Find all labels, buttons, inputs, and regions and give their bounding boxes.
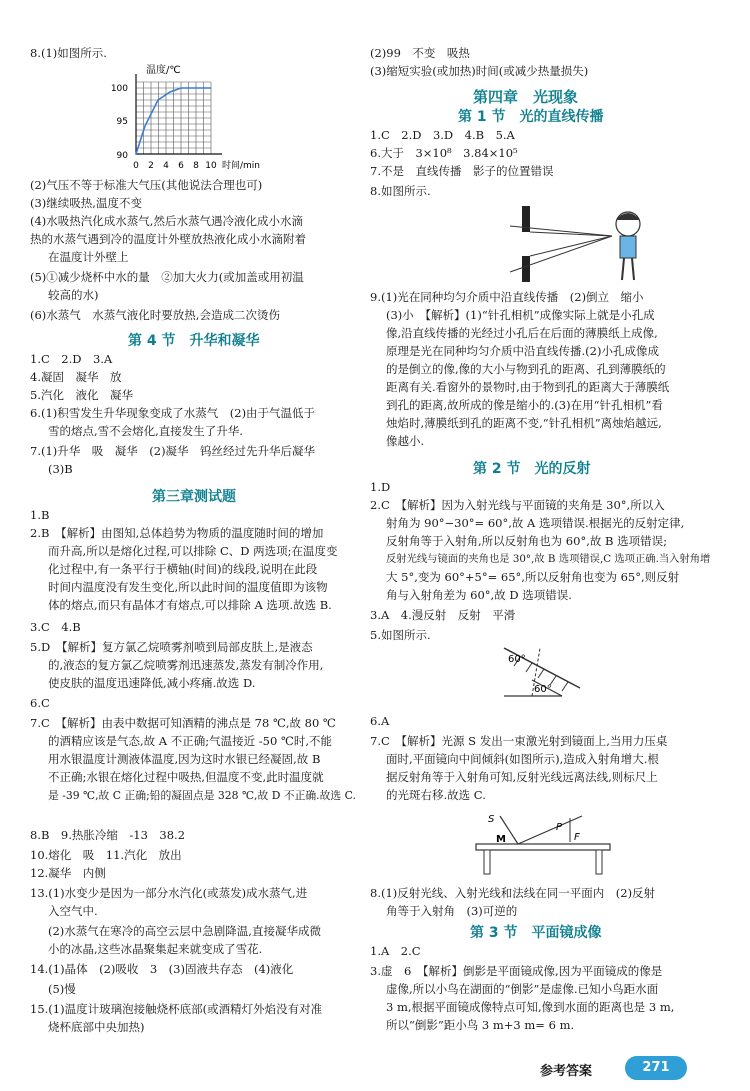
- temperature-time-chart: [110, 62, 310, 174]
- sec2-line: 反射光线与镜面的夹角也是 30°,故 B 选项错误,C 选项正确.当入射角增: [386, 553, 711, 565]
- sec3-line: 1.A 2.C: [370, 944, 421, 958]
- q8-line: 较高的水): [48, 288, 99, 302]
- label-f: F: [574, 832, 580, 843]
- xtick-4: 4: [163, 161, 169, 171]
- section-1-title: 第 1 节 光的直线传播: [458, 109, 604, 125]
- q8-head: 8.(1)如图所示.: [30, 46, 107, 60]
- sec2-line: 8.(1)反射光线、入射光线和法线在同一平面内 (2)反射: [370, 886, 656, 900]
- section-4-title: 第 4 节 升华和凝华: [128, 333, 260, 349]
- sec3-line: 3 m,根据平面镜成像特点可知,像到水面的距离也是 3 m,: [386, 1000, 675, 1014]
- ch3-line: 1.B: [30, 508, 50, 522]
- ch3-line: 化过程中,有一条平行于横轴(时间)的线段,说明在此段: [48, 562, 318, 576]
- sec1-line: 像越小.: [386, 434, 425, 448]
- ch3-line: 烧杯底部中央加热): [48, 1020, 145, 1034]
- ch3-line: 时间内温度没有发生变化,所以此时间的温度值即为该物: [48, 580, 328, 594]
- section-3-title: 第 3 节 平面镜成像: [470, 925, 602, 941]
- reflection-diagram: [490, 640, 590, 710]
- xtick-8: 8: [193, 161, 199, 171]
- xtick-0: 0: [133, 161, 139, 171]
- ch3-line: 而升高,所以是熔化过程,可以排除 C、D 两选项;在温度变: [48, 544, 338, 558]
- label-p: P: [556, 822, 563, 833]
- ch3-line: 6.C: [30, 696, 50, 710]
- sec1-line: 8.如图所示.: [370, 184, 431, 198]
- sec2-line: 的光斑右移.故选 C.: [386, 788, 486, 802]
- ch3-line: 13.(1)水变少是因为一部分水汽化(或蒸发)成水蒸气,进: [30, 886, 308, 900]
- ch3-line: 14.(1)晶体 (2)吸收 3 (3)固液共存态 (4)液化: [30, 962, 294, 976]
- chapter-4-title: 第四章 光现象: [473, 88, 579, 106]
- xtick-10: 10: [205, 161, 217, 171]
- label-s: S: [488, 814, 495, 825]
- section-2-title: 第 2 节 光的反射: [473, 461, 591, 477]
- sec4-line: 5.汽化 液化 凝华: [30, 388, 133, 402]
- sec1-line: 9.(1)光在同种均匀介质中沿直线传播 (2)倒立 缩小: [370, 290, 644, 304]
- sec1-line: 烛焰时,薄膜纸到孔的距离不变,“针孔相机”离烛焰越远,: [386, 416, 662, 430]
- ch3-line: 12.凝华 内侧: [30, 866, 106, 880]
- ch3-line: 不正确;水银在熔化过程中吸热,但温度不变,此时温度就: [48, 770, 324, 784]
- label-m: M: [496, 834, 506, 845]
- sec1-line: 的是倒立的像,像的大小与物到孔的距离、孔到薄膜纸的: [386, 362, 666, 376]
- sec4-line: 7.(1)升华 吸 凝华 (2)凝华 钨丝经过先升华后凝华: [30, 444, 316, 458]
- angle-label-top: 60°: [508, 654, 526, 665]
- chapter-3-test-title: 第三章测试题: [152, 489, 236, 505]
- sec4-line: 6.(1)积雪发生升华现象变成了水蒸气 (2)由于气温低于: [30, 406, 316, 420]
- sec2-line: 据反射角等于入射角可知,反射光线远离法线,则标尺上: [386, 770, 658, 784]
- chart-xlabel: 时间/min: [222, 161, 261, 171]
- sec3-line: 3.虚 6 【解析】倒影是平面镜成像,因为平面镜成的像是: [370, 964, 663, 978]
- sec2-line: 3.A 4.漫反射 反射 平滑: [370, 608, 516, 622]
- ytick-95: 95: [116, 117, 128, 127]
- angle-label-bottom: 60°: [534, 684, 552, 695]
- sec1-line: 到孔的距离,故所成的像是缩小的.(3)在用“针孔相机”看: [386, 398, 663, 412]
- chart-ylabel: 温度/℃: [146, 65, 181, 76]
- sec2-line: 7.C 【解析】光源 S 发出一束激光射到镜面上,当用力压桌: [370, 734, 668, 748]
- sec2-line: 5.如图所示.: [370, 628, 431, 642]
- light-ray-mid-1: [530, 232, 612, 236]
- ytick-100: 100: [110, 84, 128, 94]
- sec4-line: 1.C 2.D 3.A: [30, 352, 113, 366]
- q8-line: (6)水蒸气 水蒸气液化时要放热,会造成二次烫伤: [30, 308, 280, 322]
- sec4-line: (3)B: [48, 462, 73, 476]
- top-line: (2)99 不变 吸热: [370, 46, 470, 60]
- q8-line: 在温度计外壁上: [48, 250, 129, 264]
- sec2-line: 大 5°,变为 60°+5°= 65°,所以反射角也变为 65°,则反射: [386, 570, 680, 584]
- page-number: 271: [625, 1056, 687, 1080]
- ch3-line: 的酒精应该是气态,故 A 不正确;气温接近 -50 ℃时,不能: [48, 734, 332, 748]
- ch3-line: 15.(1)温度计玻璃泡接触烧杯底部(或酒精灯外焰没有对准: [30, 1002, 323, 1016]
- ch3-line: 8.B 9.热胀冷缩 -13 38.2: [30, 828, 186, 842]
- ch3-line: (2)水蒸气在寒冷的高空云层中急剧降温,直接凝华成微: [48, 924, 321, 938]
- sec2-line: 射角为 90°−30°= 60°,故 A 选项错误.根据光的反射定律,: [386, 516, 685, 530]
- sec1-line: 7.不是 直线传播 影子的位置错误: [370, 164, 554, 178]
- ch3-line: (5)慢: [48, 982, 76, 996]
- shadow-diagram: [500, 196, 670, 288]
- ytick-90: 90: [116, 151, 128, 161]
- ch3-line: 是 -39 ℃,故 C 正确;铅的凝固点是 328 ℃,故 D 不正确.故选 C.: [48, 789, 356, 802]
- sec4-line: 4.凝固 凝华 放: [30, 370, 122, 384]
- ch3-line: 用水银温度计测液体温度,因为这时水银已经凝固,故 B: [48, 752, 321, 766]
- sec4-line: 雪的熔点,雪不会熔化,直接发生了升华.: [48, 424, 243, 438]
- sec1-line: 1.C 2.D 3.D 4.B 5.A: [370, 128, 515, 142]
- xtick-2: 2: [148, 161, 154, 171]
- reflected-laser: [518, 816, 582, 844]
- wall-opening: [522, 232, 530, 256]
- sec1-line: 6.大于 3×10⁸ 3.84×10⁵: [370, 146, 518, 160]
- q8-line: (3)继续吸热,温度不变: [30, 196, 142, 210]
- sec2-line: 1.D: [370, 480, 391, 494]
- ch3-line: 7.C 【解析】由表中数据可知酒精的沸点是 78 ℃,故 80 ℃: [30, 716, 336, 730]
- ch3-line: 入空气中.: [48, 904, 98, 918]
- sec2-line: 面时,平面镜向中间倾斜(如图所示),造成入射角增大.根: [386, 752, 659, 766]
- ch3-line: 小的冰晶,这些冰晶聚集起来就变成了雪花.: [48, 942, 263, 956]
- table-laser-diagram: [470, 808, 620, 876]
- q8-line: (4)水吸热汽化成水蒸气,然后水蒸气遇冷液化成小水滴: [30, 214, 303, 228]
- sec1-line: (3)小 【解析】(1)“针孔相机”成像实际上就是小孔成: [386, 308, 655, 322]
- top-line: (3)缩短实验(或加热)时间(或减少热量损失): [370, 64, 589, 78]
- sec3-line: 虚像,所以小鸟在湖面的“倒影”是虚像.已知小鸟距水面: [386, 982, 659, 996]
- sec2-line: 角与入射角差为 60°,故 D 选项错误.: [386, 588, 572, 602]
- sec2-line: 6.A: [370, 714, 390, 728]
- light-ray-mid-2: [530, 236, 612, 256]
- ch3-line: 使皮肤的温度迅速降低,减小疼痛.故选 D.: [48, 676, 256, 690]
- ch3-line: 的,液态的复方氯乙烷喷雾剂迅速蒸发,蒸发有制冷作用,: [48, 658, 324, 672]
- sec2-line: 角等于入射角 (3)可逆的: [386, 904, 518, 918]
- footer-label: 参考答案: [540, 1064, 593, 1079]
- ch3-line: 体的熔点,而只有晶体才有熔点,可以排除 A 选项.故选 B.: [48, 598, 332, 612]
- sec2-line: 2.C 【解析】因为入射光线与平面镜的夹角是 30°,所以入: [370, 498, 665, 512]
- sec1-line: 距离有关.看窗外的景物时,由于物到孔的距离大于薄膜纸: [386, 380, 670, 394]
- boy-figure: [616, 212, 640, 280]
- sec2-line: 反射角等于入射角,所以反射角也为 60°,故 B 选项错误;: [386, 534, 667, 548]
- sec1-line: 原理是光在同种均匀介质中沿直线传播.(2)小孔成像成: [386, 344, 659, 358]
- q8-line: (5)①减少烧杯中水的量 ②加大火力(或加盖或用初温: [30, 270, 304, 284]
- ch3-line: 3.C 4.B: [30, 620, 81, 634]
- table-leg-right: [596, 850, 602, 874]
- table-leg-left: [484, 850, 490, 874]
- q8-line: 热的水蒸气遇到冷的温度计外壁放热液化成小水滴附着: [30, 232, 306, 246]
- xtick-6: 6: [178, 161, 184, 171]
- ch3-line: 2.B 【解析】由图知,总体趋势为物质的温度随时间的增加: [30, 526, 324, 540]
- ch3-line: 10.熔化 吸 11.汽化 放出: [30, 848, 182, 862]
- sec3-line: 所以“倒影”距小鸟 3 m+3 m= 6 m.: [386, 1018, 575, 1032]
- q8-line: (2)气压不等于标准大气压(其他说法合理也可): [30, 178, 263, 192]
- ch3-line: 5.D 【解析】复方氯乙烷喷雾剂喷到局部皮肤上,是液态: [30, 640, 313, 654]
- sec1-line: 像,沿直线传播的光经过小孔后在后面的薄膜纸上成像,: [386, 326, 658, 340]
